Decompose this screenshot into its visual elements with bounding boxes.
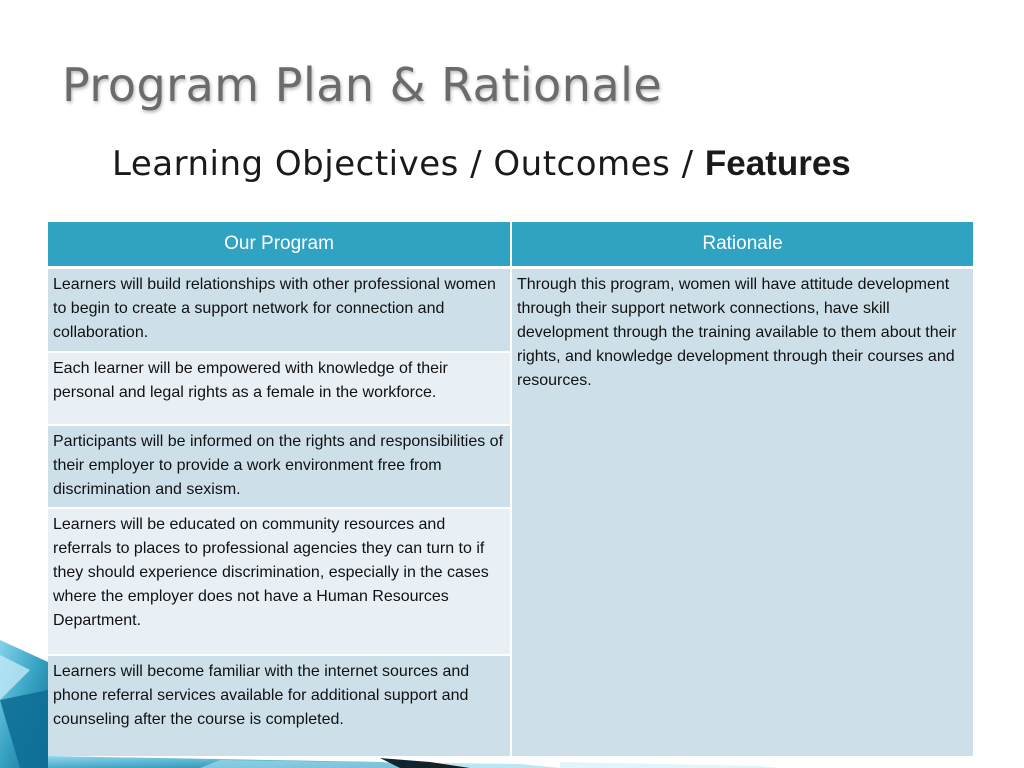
table-row <box>48 268 973 352</box>
program-table <box>48 222 973 758</box>
program-cell-5: Learners will become familiar with the internet sources and phone referral services available for additional support and counseling after the course is completed. <box>48 655 511 757</box>
program-cell-2: Each learner will be empowered with knowledge of their personal and legal rights as a female in the workforce. <box>48 352 511 425</box>
rationale-cell: Through this program, women will have attitude development through their support network connections, have skill development through the training available to them about their rights, and knowledge development through their courses and resources. <box>511 268 973 758</box>
subtitle-bold: Features <box>704 144 851 183</box>
header-rationale: Rationale <box>511 222 973 268</box>
program-table-container <box>48 222 973 758</box>
program-cell-1: Learners will build relationships with other professional women to begin to create a support network for connection and collaboration. <box>48 268 511 352</box>
slide-subtitle <box>112 144 851 184</box>
header-our-program: Our Program <box>48 222 511 268</box>
table-header-row <box>48 222 973 268</box>
program-cell-4: Learners will be educated on community resources and referrals to places to professional agencies they can turn to if they should experience discrimination, especially in the cases where the employer does not have a Human Resources Department. <box>48 508 511 655</box>
program-cell-3: Participants will be informed on the rights and responsibilities of their employer to provide a work environment free from discrimination and sexism. <box>48 425 511 508</box>
subtitle-regular: Learning Objectives / Outcomes / <box>112 144 705 184</box>
slide-title: Program Plan & Rationale <box>62 58 663 112</box>
